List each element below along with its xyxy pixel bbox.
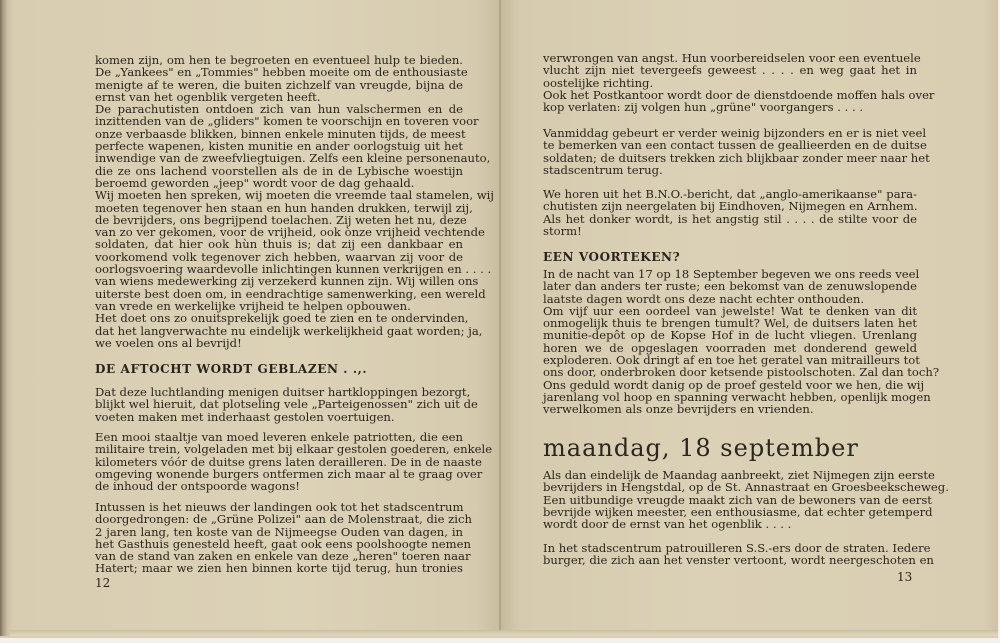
right-text-block-1: [543, 51, 935, 115]
text-line: verwrongen van angst. Hun voorbereidselen voor een eventuele: [543, 51, 921, 65]
text-line: We horen uit het B.N.O.-bericht, dat „anglo-amerikaanse" para-: [543, 187, 917, 201]
text-line: Een mooi staaltje van moed leveren enkele patriotten, die een: [95, 430, 463, 444]
text-line: oorlogsvoering waardevolle inlichtingen kunnen verkrijgen en . . . .: [95, 262, 492, 277]
text-line: verwelkomen als onze bevrijders en vrienden.: [543, 402, 814, 417]
text-line: ernst van het ogenblik vergeten heeft.: [95, 89, 321, 104]
text-line: Dat deze luchtlanding menigen duitser hartkloppingen bezorgt,: [95, 385, 471, 399]
text-line: van de stand van zaken en enkele van deze „heren" toeren naar: [95, 549, 471, 564]
text-line: storm!: [543, 223, 582, 238]
right-text-block-4: [543, 267, 940, 417]
text-line: Hatert; maar we zien hen binnen korte tijd terug, hun tronies: [95, 561, 463, 576]
section-heading-aftocht: DE AFTOCHT WORDT GEBLAZEN . .,.: [95, 362, 368, 376]
text-line: Om vijf uur een oordeel van jewelste! Wat te denken van dit: [543, 303, 917, 318]
text-line: burger, die zich aan het venster vertoont, wordt neergeschoten en: [543, 553, 934, 568]
right-text-block-6: [543, 541, 934, 568]
text-line: kilometers vóór de duitse grens laten derailleren. De in de naaste: [95, 454, 483, 469]
text-line: dat het langverwachte nu eindelijk werkelijkheid gaat worden; ja,: [95, 323, 483, 338]
text-line: Ons geduld wordt danig op de proef gesteld voor we hen, die wij: [543, 377, 925, 392]
text-line: stadscentrum terug.: [543, 162, 663, 177]
text-line: soldaten; de duitsers trekken zich blijkbaar zonder meer naar het: [543, 150, 930, 165]
text-line: de bevrijders, ons begrijpend toelachen. Zij weten het nu, deze: [95, 212, 467, 227]
text-line: Vanmiddag gebeurt er verder weinig bijzonders en er is niet veel: [543, 126, 927, 140]
left-text-block-1: [95, 53, 494, 350]
page-edges: [10, 630, 998, 636]
left-text-block-2: [95, 385, 478, 424]
text-line: van wiens medewerking zij verzekerd kunnen zijn. Wij willen ons: [95, 274, 479, 289]
right-text-block-3: [543, 188, 917, 237]
text-line: voeten maken met inderhaast gestolen voertuigen.: [95, 409, 395, 424]
text-line: te bemerken van een contact tussen de geallieerden en de duitse: [543, 138, 927, 153]
right-text-block-5: [543, 468, 949, 532]
text-line: voorkomend volk tegenover zich hebben, waarvan zij voor de: [95, 249, 463, 264]
text-line: omgeving wonende burgers ontfermen zich maar al te graag over: [95, 466, 483, 481]
text-line: laatste dagen wordt ons deze nacht echter onthouden.: [543, 291, 865, 306]
gutter: [499, 0, 501, 636]
text-line: later dan anders ter ruste; een bekomst van de zenuwslopende: [543, 279, 917, 294]
text-line: bevrijders in Hengstdal, op de St. Annastraat en Groesbeekscheweg.: [543, 480, 949, 495]
text-line: blijkt wel hieruit, dat plotseling vele „Parteigenossen" zich uit de: [95, 397, 478, 412]
text-line: munitie-depôt op de Kopse Hof in de lucht vliegen. Urenlang: [543, 328, 917, 343]
page-number-right: 13: [897, 570, 913, 584]
chapter-title: maandag, 18 september: [543, 434, 859, 462]
text-line: oostelijke richting.: [543, 75, 654, 90]
text-line: Een uitbundige vreugde maakt zich van de bewoners van de eerst: [543, 492, 932, 507]
page-number-left: 12: [95, 576, 111, 590]
text-line: Wij moeten hen spreken, wij moeten die vreemde taal stamelen, wij: [95, 188, 494, 203]
text-line: menigte af te weren, die buiten zichzelf van vreugde, bijna de: [95, 77, 463, 92]
text-line: kop verlaten: zij volgen hun „grüne" voorgangers . . . .: [543, 100, 864, 115]
text-line: inwendige van de zweefvliegtuigen. Zelfs een kleine personenauto,: [95, 151, 491, 166]
text-line: Het doet ons zo onuitsprekelijk goed te zien en te ondervinden,: [95, 311, 469, 326]
text-line: In de nacht van 17 op 18 September begeven we ons reeds veel: [543, 267, 920, 281]
text-line: onze verbaasde blikken, binnen enkele minuten tijds, de meest: [95, 126, 466, 141]
text-line: militaire trein, volgeladen met bij elkaar gestolen goederen, enkele: [95, 442, 493, 457]
text-line: onmogelijk thuis te brengen tumult? Wel, de duitsers laten het: [543, 316, 917, 331]
text-line: De „Yankees" en „Tommies" hebben moeite om de enthousiaste: [95, 65, 468, 80]
text-line: De parachutisten ontdoen zich van hun valschermen en de: [95, 102, 463, 117]
text-line: Als het donker wordt, is het angstig stil . . . . de stilte voor de: [543, 211, 917, 226]
section-heading-voorteken: EEN VOORTEKEN?: [543, 250, 681, 264]
text-line: uiterste best doen om, in eendrachtige samenwerking, een wereld: [95, 286, 486, 301]
text-line: wordt door de ernst van het ogenblik . . . .: [543, 517, 792, 532]
text-line: ons door, onderbroken door ketsende pistoolschoten. Zal dan toch?: [543, 365, 940, 380]
text-line: het Gasthuis genesteld heeft, gaat ook eens poolshoogte nemen: [95, 536, 471, 551]
text-line: chutisten zijn neergelaten bij Eindhoven, Nijmegen en Arnhem.: [543, 199, 918, 214]
text-line: exploderen. Ook dringt af en toe het geratel van mitrailleurs tot: [543, 353, 920, 368]
text-line: van vrede en werkelijke vrijheid te helpen opbouwen.: [95, 298, 411, 313]
text-line: vlucht zijn niet tevergeefs geweest . . . . en weg gaat het in: [543, 63, 917, 78]
text-line: bevrijde wijken meester, een enthousiasme, dat echter getemperd: [543, 504, 933, 519]
text-line: beroemd geworden „jeep" wordt voor de dag gehaald.: [95, 175, 415, 190]
text-line: jarenlang vol hoop en spanning verwacht hebben, openlijk mogen: [543, 389, 931, 404]
text-line: Intussen is het nieuws der landingen ook tot het stadscentrum: [95, 500, 464, 514]
text-line: Als dan eindelijk de Maandag aanbreekt, ziet Nijmegen zijn eerste: [543, 468, 935, 482]
text-line: de inhoud der ontspoorde wagons!: [95, 479, 300, 494]
text-line: doorgedrongen: de „Grüne Polizei" aan de Molenstraat, die zich: [95, 512, 472, 527]
text-line: perfecte wapenen, kisten munitie en ander oorlogstuig uit het: [95, 139, 463, 154]
left-text-block-4: [95, 500, 472, 576]
text-line: inzittenden van de „gliders" komen te voorschijn en toveren voor: [95, 114, 479, 129]
text-line: In het stadscentrum patrouilleren S.S.-ers door de straten. Iedere: [543, 541, 931, 555]
text-line: 2 jaren lang, ten koste van de Nijmeegse Ouden van dagen, in: [95, 524, 463, 539]
text-line: horen we de opgeslagen voorraden met donderend geweld: [543, 340, 917, 355]
text-line: we voelen ons al bevrijd!: [95, 335, 242, 350]
text-line: die ze ons lachend voorstellen als de in de Lybische woestijn: [95, 163, 463, 178]
text-line: van zo ver gekomen, voor de vrijheid, ook ònze vrijheid vechtende: [95, 225, 485, 240]
text-line: komen zijn, om hen te begroeten en eventueel hulp te bieden.: [95, 53, 463, 67]
text-line: Ook het Postkantoor wordt door de dienstdoende moffen hals over: [543, 87, 935, 102]
text-line: soldaten, dat hier ook hùn thuis is; dat zij een dankbaar en: [95, 237, 463, 252]
left-text-block-3: [95, 430, 493, 494]
right-text-block-2: [543, 126, 930, 177]
text-line: moeten tegenover hen staan en hun handen drukken, terwijl zij,: [95, 200, 473, 215]
